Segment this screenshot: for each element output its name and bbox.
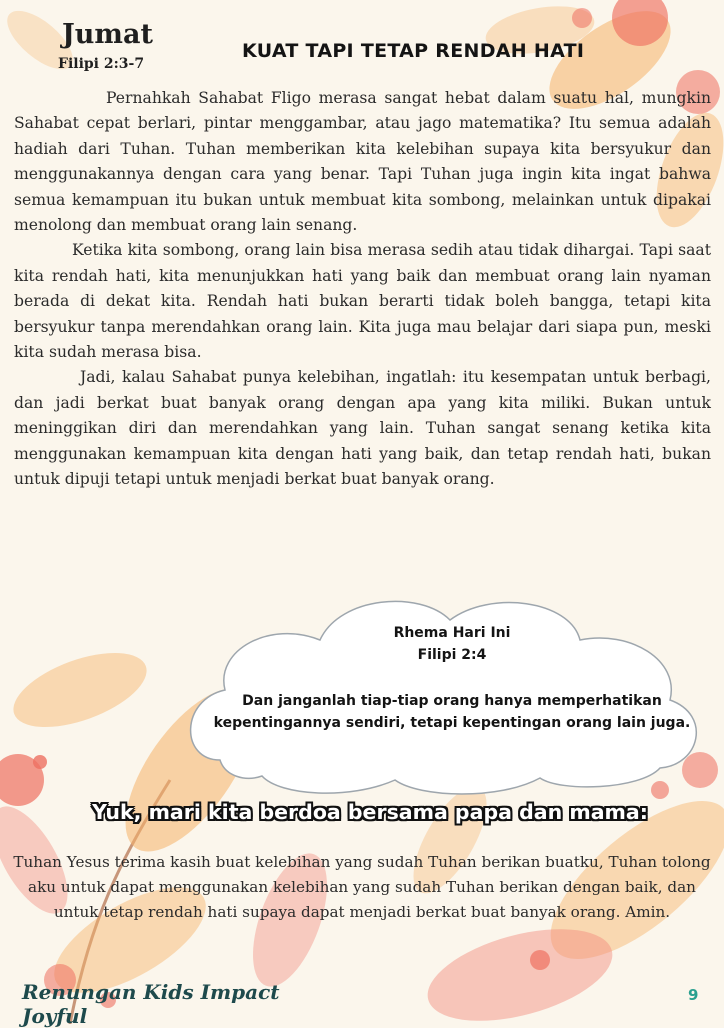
rhema-title: Rhema Hari Ini (393, 625, 511, 641)
paragraph-1: Pernahkah Sahabat Fligo merasa sangat hebat dalam suatu hal, mungkin Sahabat cepat berlari, pintar menggambar, atau jago matematika? Itu semua adalah hadiah dari Tuhan. Tuhan memberikan kita kelebihan supaya kita bersyukur dan menggunakannya dengan cara yang benar. Tapi Tuhan juga ingin kita ingat bahwa semua kemampuan itu bukan untuk membuat kita sombong, melainkan untuk dipakai menolong dan membuat orang lain senang. (14, 89, 711, 235)
devotional-body (14, 86, 711, 493)
rhema-reference: Filipi 2:4 (417, 647, 487, 663)
paragraph-2: Ketika kita sombong, orang lain bisa merasa sedih atau tidak dihargai. Tapi saat kita rendah hati, kita menunjukkan hati yang baik dan membuat orang lain nyaman berada di dekat kita. Rendah hati bukan berarti tidak boleh bangga, tetapi kita bersyukur tanpa merendahkan orang lain. Kita juga mau belajar dari siapa pun, meski kita sudah merasa bisa. (14, 241, 711, 362)
scripture-reference: Filipi 2:3-7 (58, 56, 145, 72)
page-number: 9 (688, 986, 699, 1004)
footer-brand: Renungan Kids Impact Joyful (22, 980, 280, 1028)
page-title: KUAT TAPI TETAP RENDAH HATI (242, 40, 585, 62)
prayer-text: Tuhan Yesus terima kasih buat kelebihan yang sudah Tuhan berikan buatku, Tuhan tolong aku untuk dapat menggunakan kelebihan yang sudah Tuhan berikan dengan baik, dan untuk tetap rendah hati supaya dapat menjadi berkat buat banyak orang. Amin. (13, 853, 711, 921)
rhema-quote: Dan janganlah tiap-tiap orang hanya memperhatikan kepentingannya sendiri, tetapi kepentingan orang lain juga. (213, 693, 691, 731)
paragraph-3: Jadi, kalau Sahabat punya kelebihan, ingatlah: itu kesempatan untuk berbagi, dan jadi berkat buat banyak orang dengan apa yang kita miliki. Bukan untuk meninggikan diri dan merendahkan yang lain. Tuhan sangat senang ketika kita menggunakan kemampuan kita dengan hati yang baik, dan tetap rendah hati, bukan untuk dipuji tetapi untuk menjadi berkat buat banyak orang. (14, 368, 711, 489)
rhema-box (210, 622, 694, 734)
prayer-heading: Yuk, mari kita berdoa bersama papa dan mama: (92, 800, 648, 824)
day-label: Jumat (62, 19, 153, 50)
